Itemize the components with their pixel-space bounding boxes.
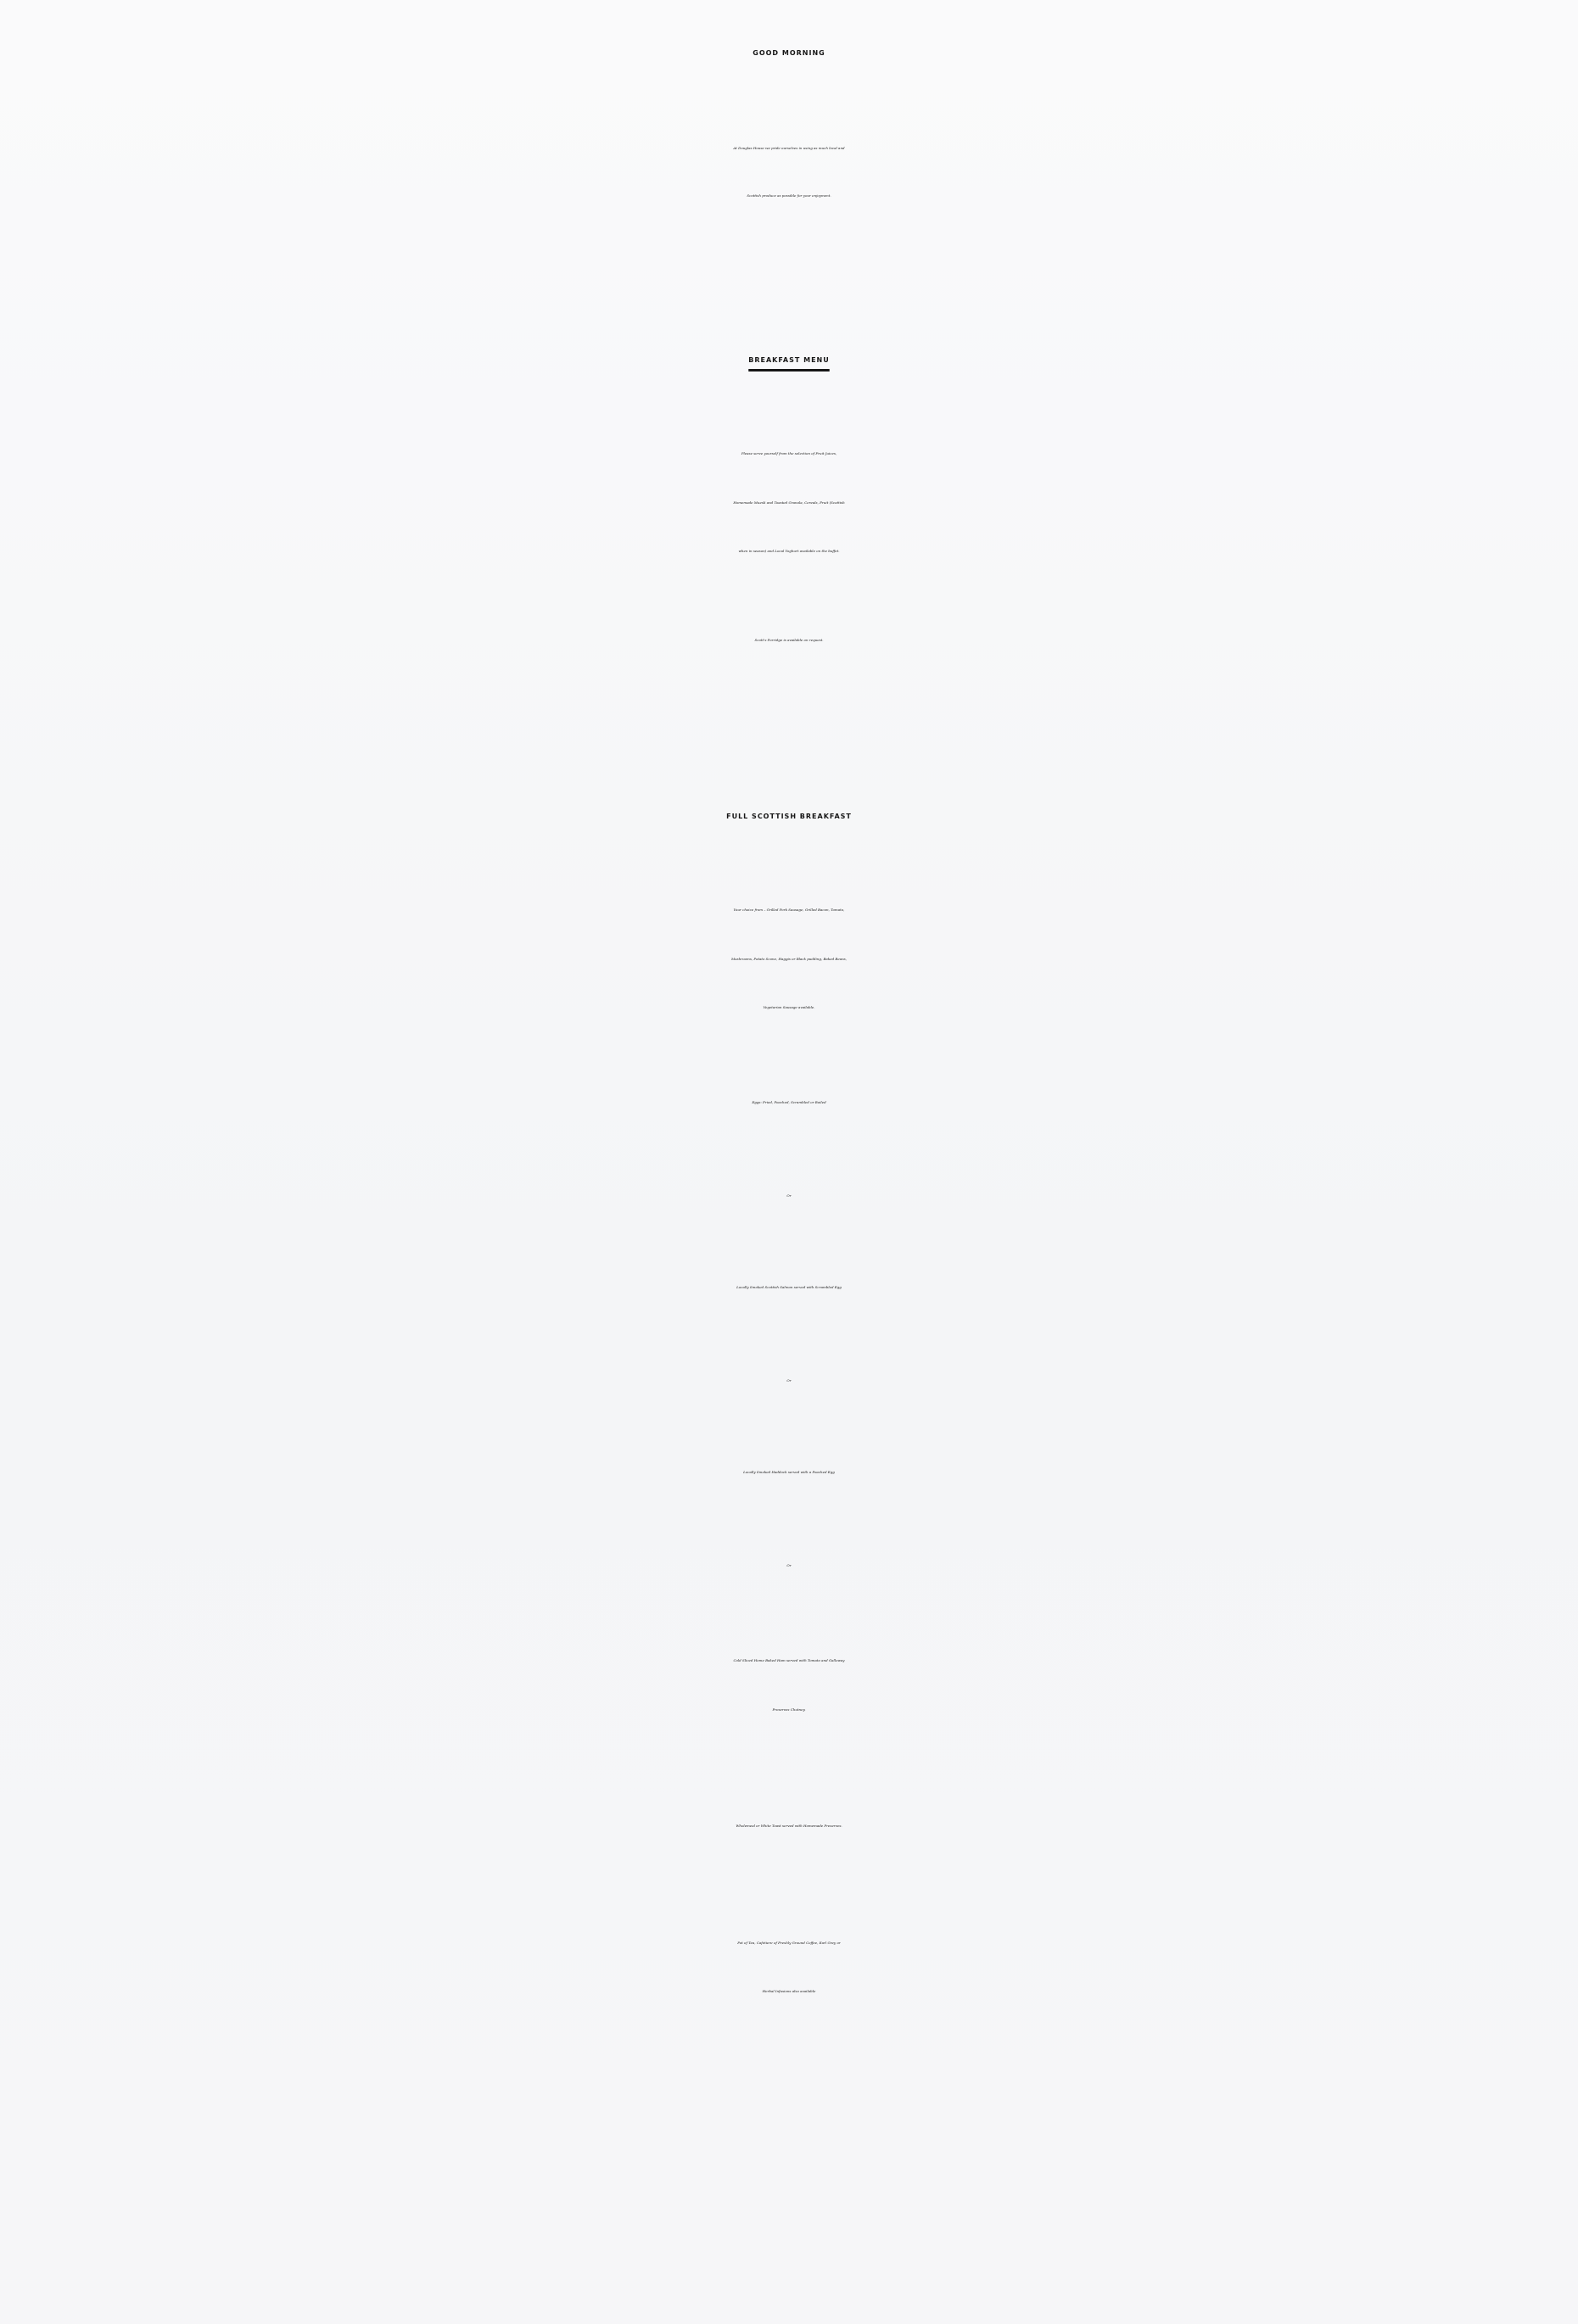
haddock-text: Locally Smoked Haddock served with a Poached Egg bbox=[743, 1470, 835, 1474]
full-scottish-heading: FULL SCOTTISH BREAKFAST bbox=[726, 813, 852, 820]
intro-text-line-2: Scottish produce as possible for your enjoyment. bbox=[747, 193, 831, 198]
or-separator-1: Or bbox=[786, 1193, 792, 1198]
breakfast-menu-title: BREAKFAST MENU bbox=[748, 356, 830, 364]
drinks-text-line-2: Herbal Infusions also available bbox=[762, 1989, 816, 1993]
ham-text-line-1: Cold Sliced Home Baked Ham served with Tomato and Galloway bbox=[733, 1658, 845, 1662]
toast-text: Wholemeal or White Toast served with Homemade Preserves. bbox=[736, 1824, 842, 1828]
eggs-text: Eggs: Fried, Poached, Scrambled or Boiled bbox=[752, 1100, 826, 1104]
buffet-text-line-3: when in season) and Local Yoghurt available on the buffet. bbox=[738, 549, 840, 553]
drinks-text-line-1: Pot of Tea, Cafetiere of Freshly Ground Coffee, Earl Grey or bbox=[737, 1941, 841, 1945]
porridge-text: Scott’s Porridge is available on request. bbox=[754, 638, 824, 642]
or-separator-2: Or bbox=[786, 1378, 792, 1383]
choice-text-line-1: Your choice from – Grilled Pork Sausage, Grilled Bacon, Tomato, bbox=[733, 908, 845, 912]
buffet-text-line-2: Homemade Muesli and Toasted Granola, Cereals, Fruit (Scottish bbox=[733, 500, 845, 505]
buffet-text-line-1: Please serve yourself from the selection of Fruit Juices, bbox=[741, 451, 837, 455]
breakfast-menu-heading bbox=[0, 356, 1578, 364]
ham-text-line-2: Preserves Chutney. bbox=[772, 1707, 806, 1712]
intro-text-line-1: At Douglas House we pride ourselves in using as much local and bbox=[733, 146, 845, 150]
or-separator-3: Or bbox=[786, 1563, 792, 1567]
choice-text-line-2: Mushrooms, Potato Scone, Haggis or Black pudding, Baked Beans, bbox=[731, 957, 847, 961]
choice-text-line-3: Vegetarian Sausage available. bbox=[763, 1005, 815, 1009]
salmon-text: Locally Smoked Scottish Salmon served with Scrambled Egg bbox=[736, 1285, 842, 1289]
good-morning-heading: GOOD MORNING bbox=[753, 49, 825, 57]
